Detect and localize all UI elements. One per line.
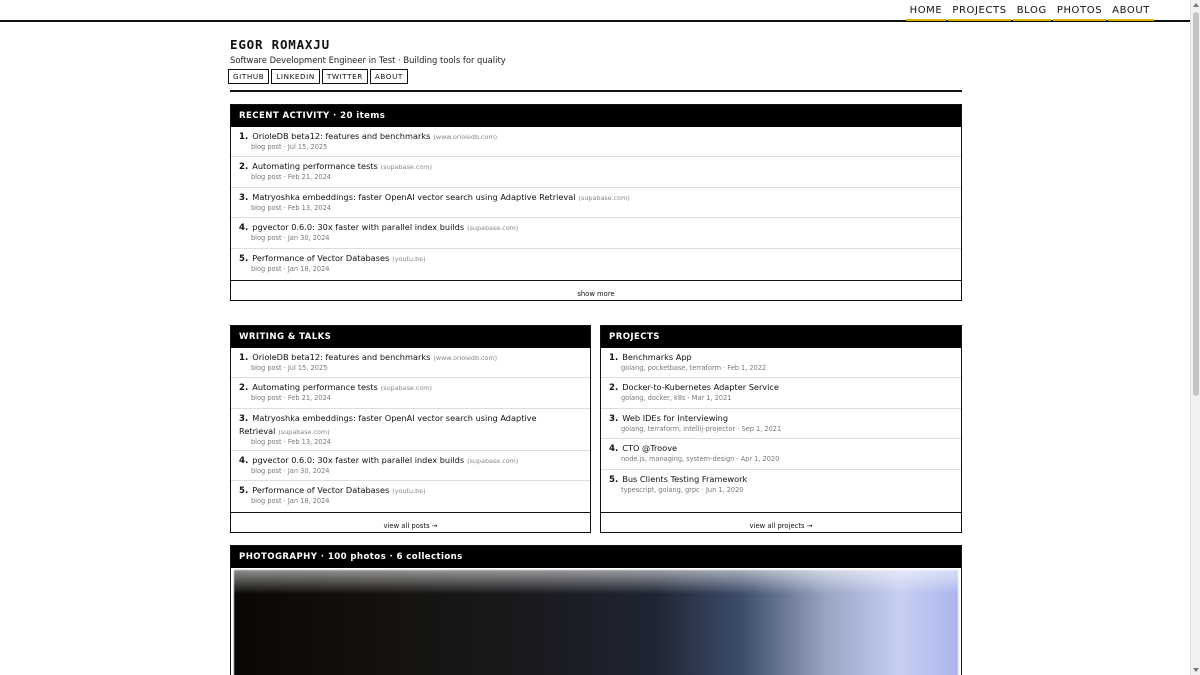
item-number: 1. <box>239 132 249 142</box>
project-meta: node.js, managing, system-design · Apr 1, 2020 <box>621 455 780 464</box>
item-number: 2. <box>609 383 619 394</box>
scroll-thumb[interactable] <box>1193 12 1199 396</box>
show-more-button[interactable]: show more <box>575 290 616 301</box>
featured-photo[interactable] <box>234 570 958 675</box>
item-title-link[interactable]: OrioleDB beta12: features and benchmarks <box>252 352 431 362</box>
item-number: 2. <box>239 383 249 394</box>
list-item <box>231 188 961 218</box>
project-meta: typescript, golang, grpc · Jun 1, 2020 <box>621 485 744 494</box>
item-meta: blog post · Jan 18, 2024 <box>251 264 330 273</box>
project-title-link[interactable]: Benchmarks App <box>622 352 692 362</box>
writing-talks-panel <box>230 325 591 533</box>
item-meta: blog post · Feb 21, 2024 <box>251 394 331 403</box>
nav-blog[interactable]: BLOG <box>1013 4 1051 21</box>
site-subtitle: Software Development Engineer in Test · Building tools for quality <box>230 55 506 65</box>
item-domain: (supabase.com) <box>380 384 433 393</box>
item-domain: (supabase.com) <box>578 193 630 202</box>
item-meta: blog post · Jan 30, 2024 <box>251 234 330 243</box>
nav-photos[interactable]: PHOTOS <box>1053 4 1106 21</box>
scroll-down-arrow-icon[interactable] <box>1193 668 1199 672</box>
nav-projects[interactable]: PROJECTS <box>948 4 1010 21</box>
item-number: 4. <box>239 455 249 466</box>
recent-activity-panel <box>230 104 962 301</box>
list-item <box>231 409 590 451</box>
project-meta: golang, terraform, intellij-projector · Sep 1, 2021 <box>621 424 782 433</box>
item-title-link[interactable]: Performance of Vector Databases <box>252 252 390 263</box>
item-title-link[interactable]: Matryoshka embeddings: faster OpenAI vector search using Adaptive Retrieval <box>252 191 576 202</box>
item-meta: blog post · Jan 18, 2024 <box>251 497 330 506</box>
recent-activity-footer <box>231 280 961 300</box>
list-item <box>231 249 961 279</box>
nav-about[interactable]: ABOUT <box>1108 4 1154 21</box>
writing-talks-title: WRITING & TALKS <box>231 326 590 348</box>
nav-home[interactable]: HOME <box>906 4 947 21</box>
social-github-link[interactable]: GITHUB <box>228 69 269 84</box>
item-meta: blog post · Feb 21, 2024 <box>251 173 331 182</box>
recent-activity-title: RECENT ACTIVITY · 20 items <box>231 105 961 127</box>
main-nav <box>904 4 1154 21</box>
item-domain: (supabase.com) <box>278 427 330 436</box>
project-title-link[interactable]: Bus Clients Testing Framework <box>622 473 748 484</box>
item-title-link[interactable]: Automating performance tests <box>252 382 378 393</box>
item-title-link[interactable]: pgvector 0.6.0: 30x faster with parallel index builds <box>252 454 465 465</box>
item-domain: (supabase.com) <box>467 456 519 465</box>
list-item <box>231 481 590 511</box>
list-item <box>231 451 590 481</box>
list-item <box>231 218 961 248</box>
item-number: 5. <box>609 474 619 485</box>
list-item <box>601 409 961 439</box>
list-item <box>601 378 961 408</box>
item-domain: (youtu.be) <box>392 487 426 496</box>
item-title-link[interactable]: Matryoshka embeddings: faster OpenAI vector search using Adaptive Retrieval <box>239 412 537 436</box>
view-all-projects-link[interactable]: view all projects → <box>748 522 815 533</box>
item-number: 1. <box>609 353 619 363</box>
page-scrollbar[interactable] <box>1190 0 1200 675</box>
social-twitter-link[interactable]: TWITTER <box>322 69 368 84</box>
item-number: 4. <box>609 444 619 455</box>
item-number: 5. <box>239 253 249 264</box>
top-nav-bar <box>0 0 1190 22</box>
list-item <box>231 157 961 187</box>
item-number: 2. <box>239 162 249 173</box>
item-meta: blog post · Jan 30, 2024 <box>251 466 330 475</box>
item-title-link[interactable]: pgvector 0.6.0: 30x faster with parallel index builds <box>252 222 465 233</box>
site-title: EGOR ROMAXJU <box>230 37 330 52</box>
item-number: 1. <box>239 353 249 363</box>
list-item <box>601 348 961 378</box>
item-number: 3. <box>239 413 249 424</box>
item-number: 3. <box>239 192 249 203</box>
photography-panel <box>230 545 962 675</box>
item-meta: blog post · Feb 13, 2024 <box>251 203 331 212</box>
item-domain: (supabase.com) <box>467 224 519 233</box>
projects-footer <box>601 512 961 532</box>
item-domain: (supabase.com) <box>380 163 433 172</box>
item-meta: blog post · Jul 15, 2025 <box>251 364 328 372</box>
list-item <box>231 348 590 378</box>
item-domain: (www.orioledb.com) <box>433 133 498 141</box>
social-linkedin-link[interactable]: LINKEDIN <box>271 69 320 84</box>
project-title-link[interactable]: Docker-to-Kubernetes Adapter Service <box>622 382 779 393</box>
item-domain: (www.orioledb.com) <box>433 354 498 362</box>
project-title-link[interactable]: CTO @Troove <box>622 443 678 454</box>
item-number: 5. <box>239 486 249 497</box>
list-item <box>231 127 961 157</box>
photography-title: PHOTOGRAPHY · 100 photos · 6 collections <box>231 546 961 568</box>
writing-talks-footer <box>231 512 590 532</box>
projects-panel <box>600 325 962 533</box>
view-all-posts-link[interactable]: view all posts → <box>382 522 440 533</box>
item-domain: (youtu.be) <box>392 254 426 263</box>
header-divider <box>230 90 962 92</box>
item-title-link[interactable]: Performance of Vector Databases <box>252 485 390 496</box>
social-about-link[interactable]: ABOUT <box>370 69 408 84</box>
social-links <box>228 69 410 84</box>
item-meta: blog post · Jul 15, 2025 <box>251 143 328 151</box>
scroll-up-arrow-icon[interactable] <box>1193 3 1199 7</box>
item-title-link[interactable]: Automating performance tests <box>252 161 378 172</box>
item-meta: blog post · Feb 13, 2024 <box>251 437 331 446</box>
list-item <box>601 439 961 469</box>
item-number: 4. <box>239 223 249 234</box>
projects-title: PROJECTS <box>601 326 961 348</box>
list-item <box>601 470 961 500</box>
project-title-link[interactable]: Web IDEs for Interviewing <box>622 412 729 423</box>
project-meta: golang, pocketbase, terraform · Feb 1, 2022 <box>621 364 767 372</box>
project-meta: golang, docker, k8s · Mar 1, 2021 <box>621 394 732 403</box>
list-item <box>231 378 590 408</box>
item-number: 3. <box>609 413 619 424</box>
item-title-link[interactable]: OrioleDB beta12: features and benchmarks <box>252 131 431 141</box>
